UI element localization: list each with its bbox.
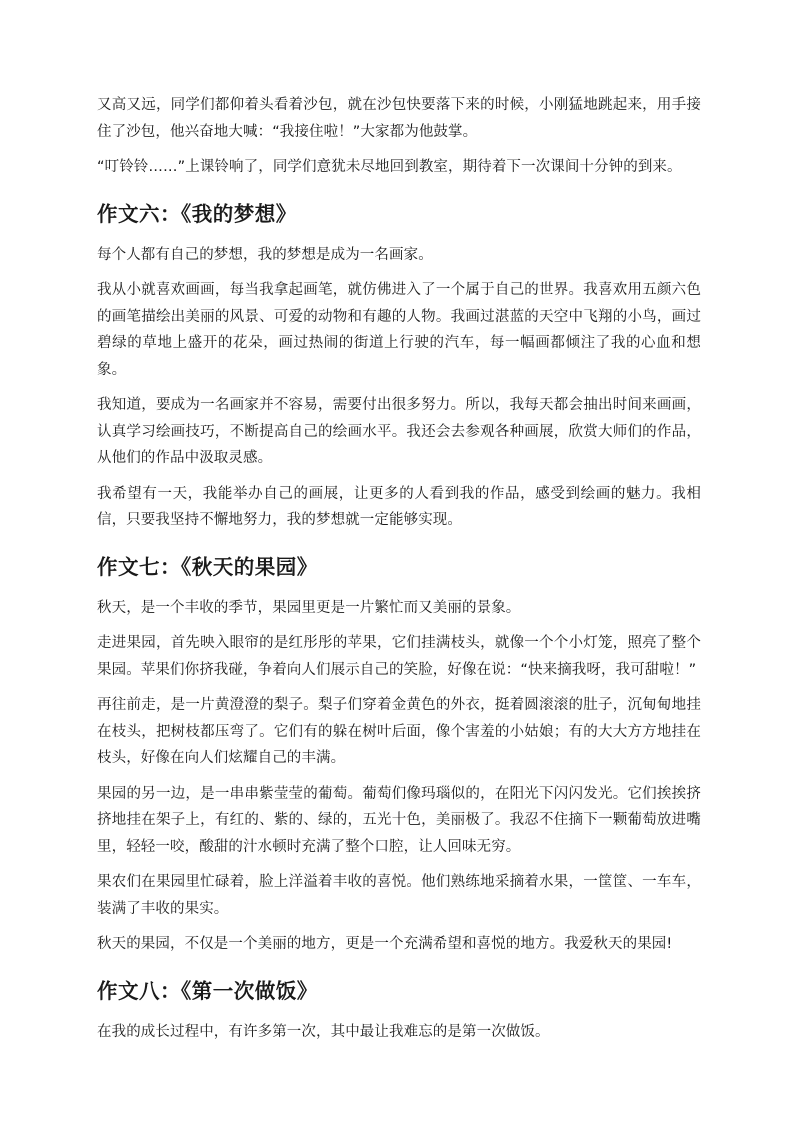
paragraph-sandbag-ending: 又高又远，同学们都仰着头看着沙包，就在沙包快要落下来的时候，小刚猛地跳起来，用手接住了沙包，他兴奋地大喊：“我接住啦！”大家都为他鼓掌。 [97, 97, 701, 140]
paragraph-orchard-intro: 秋天，是一个丰收的季节，果园里更是一片繁忙而又美丽的景象。 [97, 599, 521, 616]
paragraph-orchard-pears: 再往前走，是一片黄澄澄的梨子。梨子们穿着金黄色的外衣，挺着圆滚滚的肚子，沉甸甸地挂在枝头，把树枝都压弯了。它们有的躲在树叶后面，像个害羞的小姑娘；有的大大方方地挂在枝头，好像在向人们炫耀自己的丰满。 [97, 697, 701, 766]
paragraph-cooking-intro: 在我的成长过程中，有许多第一次，其中最让我难忘的是第一次做饭。 [97, 1023, 550, 1040]
paragraph-orchard-grapes: 果园的另一边，是一串串紫莹莹的葡萄。葡萄们像玛瑙似的，在阳光下闪闪发光。它们挨挨挤挤地挂在架子上，有红的、紫的、绿的，五光十色，美丽极了。我忍不住摘下一颗葡萄放进嘴里，轻轻一咬，酸甜的汁水顿时充满了整个口腔，让人回味无穷。 [97, 785, 701, 855]
paragraph-orchard-apples: 走进果园，首先映入眼帘的是红彤彤的苹果，它们挂满枝头，就像一个个小灯笼，照亮了整个果园。苹果们你挤我碰，争着向人们展示自己的笑脸，好像在说：“快来摘我呀，我可甜啦！” [97, 635, 701, 678]
paragraph-orchard-conclusion: 秋天的果园，不仅是一个美丽的地方，更是一个充满希望和喜悦的地方。我爱秋天的果园! [97, 936, 673, 952]
paragraph-dream-hope: 我希望有一天，我能举办自己的画展，让更多的人看到我的作品，感受到绘画的魅力。我相信，只要我坚持不懈地努力，我的梦想就一定能够实现。 [97, 485, 701, 528]
document-page [97, 92, 701, 1054]
essay-6-title: 作文六：《我的梦想》 [97, 201, 297, 226]
paragraph-dream-painting: 我从小就喜欢画画，每当我拿起画笔，就仿佛进入了一个属于自己的世界。我喜欢用五颜六色的画笔描绘出美丽的风景、可爱的动物和有趣的人物。我画过湛蓝的天空中飞翔的小鸟，画过碧绿的草地上盛开的花朵，画过热闹的街道上行驶的汽车，每一幅画都倾注了我的心血和想象。 [97, 282, 701, 378]
essay-7-title: 作文七：《秋天的果园》 [97, 554, 318, 579]
paragraph-dream-effort: 我知道，要成为一名画家并不容易，需要付出很多努力。所以，我每天都会抽出时间来画画，认真学习绘画技巧，不断提高自己的绘画水平。我还会去参观各种画展，欣赏大师们的作品，从他们的作品中汲取灵感。 [97, 397, 701, 466]
paragraph-orchard-farmers: 果农们在果园里忙碌着，脸上洋溢着丰收的喜悦。他们熟练地采摘着水果，一筐筐、一车车，装满了丰收的果实。 [97, 874, 701, 917]
paragraph-class-bell: “叮铃铃……”上课铃响了，同学们意犹未尽地回到教室，期待着下一次课间十分钟的到来。 [97, 159, 682, 175]
paragraph-dream-intro: 每个人都有自己的梦想，我的梦想是成为一名画家。 [97, 246, 433, 263]
essay-8-title: 作文八：《第一次做饭》 [97, 978, 318, 1003]
